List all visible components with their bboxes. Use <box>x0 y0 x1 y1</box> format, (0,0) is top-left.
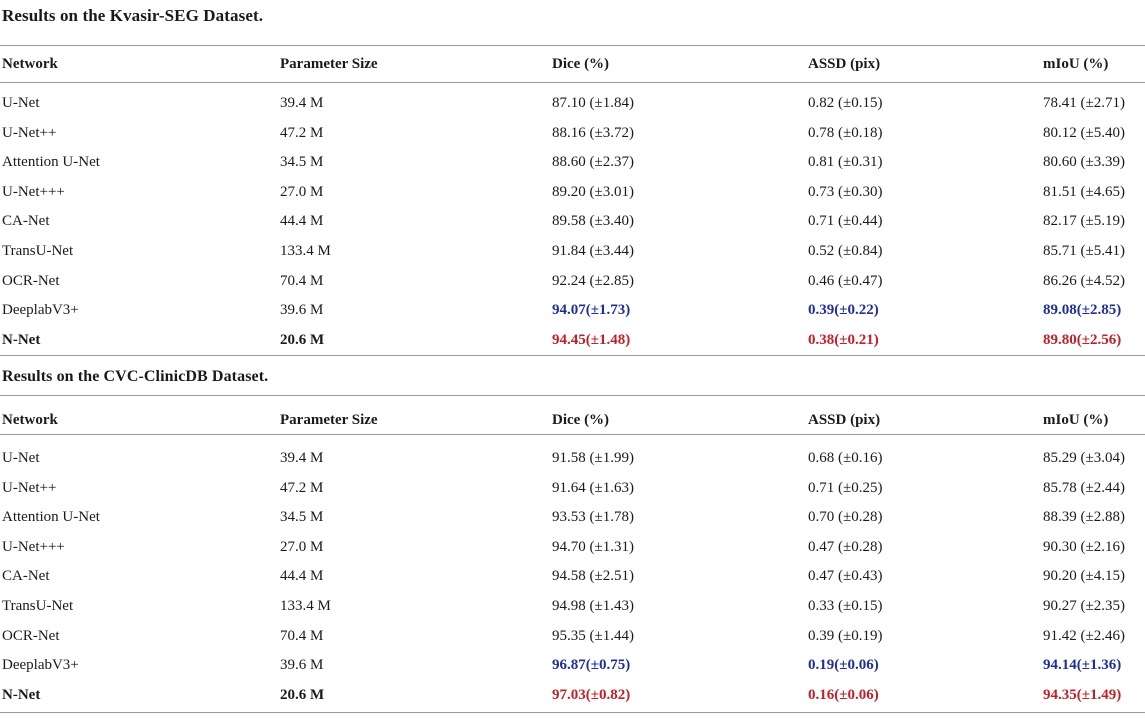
cell-dice: 93.53 (±1.78) <box>552 509 634 526</box>
bottom-rule <box>0 712 1145 713</box>
table-row <box>0 622 1145 652</box>
cell-network: DeeplabV3+ <box>2 657 79 674</box>
cell-miou: 90.20 (±4.15) <box>1043 568 1125 585</box>
cell-parameter-size: 133.4 M <box>280 243 331 259</box>
cell-network: U-Net+++ <box>2 183 65 200</box>
top-rule <box>0 45 1145 46</box>
cell-network: OCR-Net <box>2 272 60 289</box>
cell-miou: 80.12 (±5.40) <box>1043 124 1125 141</box>
cell-parameter-size: 133.4 M <box>280 598 331 614</box>
cell-parameter-size: 39.4 M <box>280 450 324 466</box>
cell-parameter-size: 70.4 M <box>280 627 324 644</box>
cell-miou: 89.08(±2.85) <box>1043 302 1122 319</box>
cell-network: U-Net+++ <box>2 538 65 555</box>
cell-assd: 0.68 (±0.16) <box>808 450 883 466</box>
cell-parameter-size: 27.0 M <box>280 538 324 555</box>
header-network: Network <box>2 412 58 428</box>
cell-network: U-Net <box>2 95 40 111</box>
cell-network: TransU-Net <box>2 598 74 614</box>
header-miou: mIoU (%) <box>1043 56 1109 72</box>
cell-dice: 91.64 (±1.63) <box>552 479 634 496</box>
cell-parameter-size: 34.5 M <box>280 509 324 526</box>
section-top-rule <box>0 395 1145 396</box>
cell-miou: 78.41 (±2.71) <box>1043 95 1125 111</box>
cell-parameter-size: 27.0 M <box>280 183 324 200</box>
section-title-kvasir: Results on the Kvasir-SEG Dataset. <box>2 6 264 25</box>
table-row <box>0 207 1145 237</box>
cell-assd: 0.19(±0.06) <box>808 657 879 674</box>
cell-dice: 89.20 (±3.01) <box>552 183 634 200</box>
cell-miou: 88.39 (±2.88) <box>1043 509 1125 526</box>
cell-dice: 92.24 (±2.85) <box>552 272 634 289</box>
table-row <box>0 592 1145 622</box>
cell-network: N-Net <box>2 331 41 348</box>
table-row <box>0 89 1145 119</box>
table-header-cvc <box>0 403 1145 437</box>
table-row-best <box>0 326 1145 356</box>
cell-assd: 0.47 (±0.43) <box>808 568 883 585</box>
table-row <box>0 119 1145 149</box>
cell-miou: 85.78 (±2.44) <box>1043 479 1125 496</box>
cell-dice: 89.58 (±3.40) <box>552 213 634 230</box>
table-row <box>0 533 1145 563</box>
cell-network: DeeplabV3+ <box>2 302 79 319</box>
cell-parameter-size: 39.6 M <box>280 657 324 674</box>
cell-miou: 85.71 (±5.41) <box>1043 243 1125 259</box>
cell-network: TransU-Net <box>2 243 74 259</box>
table-header-kvasir <box>0 47 1145 81</box>
cell-assd: 0.39 (±0.19) <box>808 627 883 644</box>
cell-miou: 85.29 (±3.04) <box>1043 450 1125 466</box>
table-row-second-best <box>0 296 1145 326</box>
cell-assd: 0.52 (±0.84) <box>808 243 883 259</box>
header-assd: ASSD (pix) <box>808 412 881 428</box>
table-row <box>0 474 1145 504</box>
header-parameter-size: Parameter Size <box>280 412 378 428</box>
cell-parameter-size: 44.4 M <box>280 568 324 585</box>
cell-miou: 89.80(±2.56) <box>1043 331 1122 348</box>
cell-dice: 88.60 (±2.37) <box>552 154 634 171</box>
cell-parameter-size: 39.4 M <box>280 95 324 111</box>
cell-dice: 94.98 (±1.43) <box>552 598 634 614</box>
header-miou: mIoU (%) <box>1043 412 1109 428</box>
cell-parameter-size: 70.4 M <box>280 272 324 289</box>
cell-assd: 0.33 (±0.15) <box>808 598 883 614</box>
table-row <box>0 178 1145 208</box>
cell-network: U-Net++ <box>2 124 57 141</box>
cell-network: U-Net++ <box>2 479 57 496</box>
cell-network: OCR-Net <box>2 627 60 644</box>
cell-parameter-size: 47.2 M <box>280 124 324 141</box>
cell-dice: 94.45(±1.48) <box>552 331 631 348</box>
cell-miou: 81.51 (±4.65) <box>1043 183 1125 200</box>
cell-assd: 0.71 (±0.44) <box>808 213 883 230</box>
cell-parameter-size: 20.6 M <box>280 686 325 703</box>
cell-miou: 86.26 (±4.52) <box>1043 272 1125 289</box>
cell-assd: 0.46 (±0.47) <box>808 272 883 289</box>
cell-miou: 90.30 (±2.16) <box>1043 538 1125 555</box>
cell-network: CA-Net <box>2 213 50 230</box>
header-dice: Dice (%) <box>552 412 610 428</box>
cell-miou: 90.27 (±2.35) <box>1043 598 1125 614</box>
cell-assd: 0.70 (±0.28) <box>808 509 883 526</box>
section-rule <box>0 355 1145 356</box>
table-row <box>0 444 1145 474</box>
cell-assd: 0.16(±0.06) <box>808 686 879 703</box>
cell-parameter-size: 39.6 M <box>280 302 324 319</box>
cell-dice: 91.58 (±1.99) <box>552 450 634 466</box>
table-row-second-best <box>0 651 1145 681</box>
cell-network: U-Net <box>2 450 40 466</box>
cell-parameter-size: 20.6 M <box>280 331 325 348</box>
table-row <box>0 237 1145 267</box>
cell-dice: 87.10 (±1.84) <box>552 95 634 111</box>
section-title-cvc: Results on the CVC-ClinicDB Dataset. <box>2 368 269 385</box>
header-parameter-size: Parameter Size <box>280 56 378 72</box>
header-assd: ASSD (pix) <box>808 56 881 72</box>
cell-dice: 96.87(±0.75) <box>552 657 631 674</box>
cell-dice: 94.58 (±2.51) <box>552 568 634 585</box>
cell-miou: 91.42 (±2.46) <box>1043 627 1125 644</box>
cell-assd: 0.71 (±0.25) <box>808 479 883 496</box>
header-rule <box>0 434 1145 435</box>
cell-parameter-size: 34.5 M <box>280 154 324 171</box>
cell-parameter-size: 44.4 M <box>280 213 324 230</box>
cell-miou: 94.35(±1.49) <box>1043 686 1122 703</box>
table-row <box>0 267 1145 297</box>
table-row <box>0 148 1145 178</box>
cell-miou: 82.17 (±5.19) <box>1043 213 1125 230</box>
header-network: Network <box>2 56 58 72</box>
cell-network: Attention U-Net <box>2 154 100 171</box>
cell-assd: 0.39(±0.22) <box>808 302 879 319</box>
cell-parameter-size: 47.2 M <box>280 479 324 496</box>
cell-assd: 0.81 (±0.31) <box>808 154 883 171</box>
cell-dice: 88.16 (±3.72) <box>552 124 634 141</box>
cell-dice: 94.70 (±1.31) <box>552 538 634 555</box>
table-row-best <box>0 681 1145 711</box>
cell-assd: 0.82 (±0.15) <box>808 95 883 111</box>
cell-network: Attention U-Net <box>2 509 100 526</box>
cell-assd: 0.38(±0.21) <box>808 331 879 348</box>
cell-dice: 97.03(±0.82) <box>552 686 631 703</box>
table-row <box>0 562 1145 592</box>
cell-dice: 91.84 (±3.44) <box>552 243 634 259</box>
cell-network: N-Net <box>2 686 41 703</box>
header-rule <box>0 82 1145 83</box>
cell-dice: 95.35 (±1.44) <box>552 627 634 644</box>
cell-assd: 0.47 (±0.28) <box>808 538 883 555</box>
cell-network: CA-Net <box>2 568 50 585</box>
cell-dice: 94.07(±1.73) <box>552 302 631 319</box>
cell-assd: 0.78 (±0.18) <box>808 124 883 141</box>
table-row <box>0 503 1145 533</box>
cell-miou: 94.14(±1.36) <box>1043 657 1122 674</box>
cell-assd: 0.73 (±0.30) <box>808 183 883 200</box>
header-dice: Dice (%) <box>552 56 610 72</box>
cell-miou: 80.60 (±3.39) <box>1043 154 1125 171</box>
